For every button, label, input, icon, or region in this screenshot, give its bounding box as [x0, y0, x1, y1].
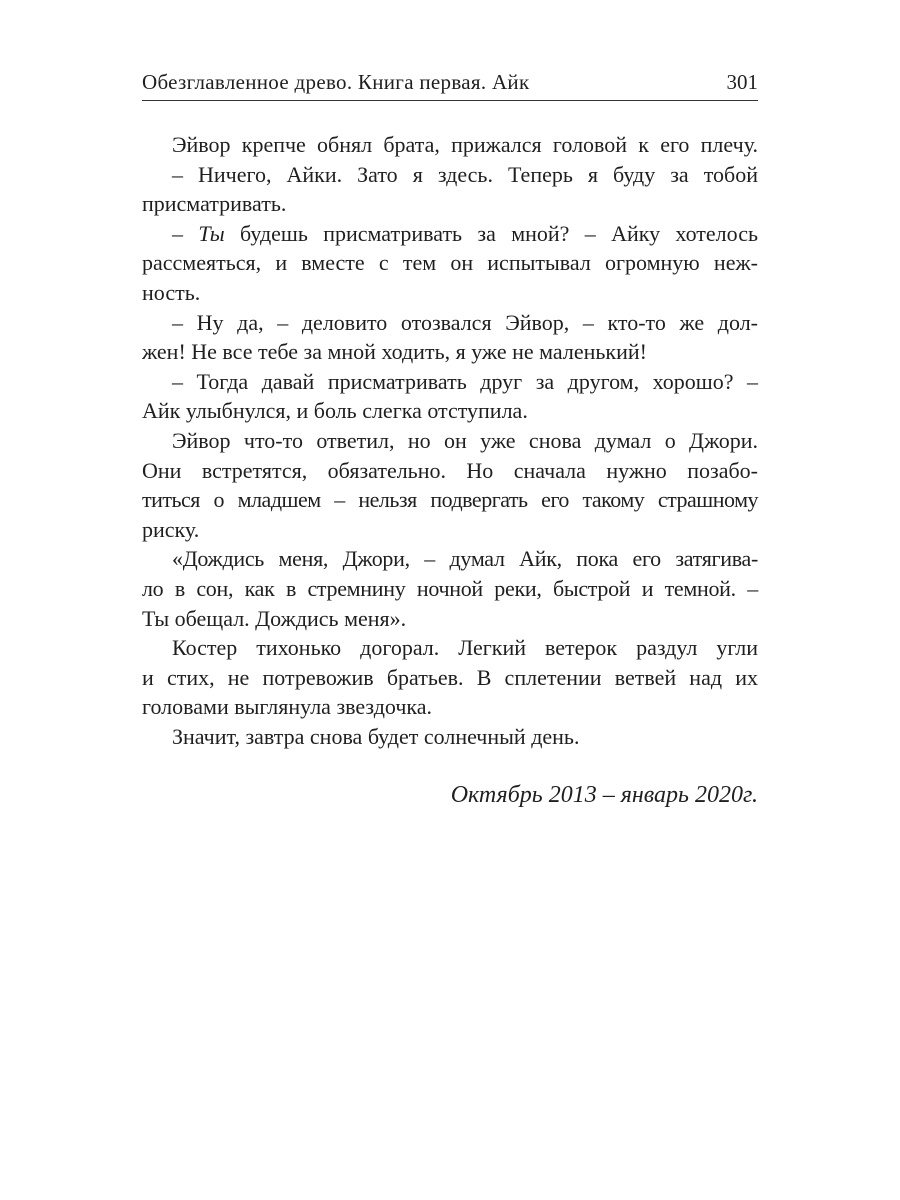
text-line: головами выглянула звездочка.	[142, 694, 433, 720]
text-line: – Ты будешь присматривать за мной? – Айку хотелось	[172, 220, 759, 246]
text-line: Они встретятся, обязательно. Но сначала нужно позабо-	[142, 457, 758, 483]
text-line: Айк улыбнулся, и боль слегка отступила.	[142, 398, 528, 424]
text-line: «Дождись меня, Джори, – думал Айк, пока его затягива-	[172, 546, 758, 572]
date-signature: Октябрь 2013 – январь 2020г.	[450, 782, 758, 808]
text-line: риску.	[142, 516, 200, 542]
text-line: – Тогда давай присматривать друг за другом, хорошо? –	[172, 368, 758, 394]
text-line: Эйвор что-то ответил, но он уже снова думал о Джори.	[172, 427, 758, 453]
text-line: Ты обещал. Дождись меня».	[142, 605, 407, 631]
text-line: Эйвор крепче обнял брата, прижался головой к его плечу.	[172, 132, 758, 157]
text-line: Костер тихонько догорал. Легкий ветерок раздул угли	[172, 635, 758, 661]
text-line: Значит, завтра снова будет солнечный день.	[172, 723, 580, 749]
emphasis: Ты	[198, 220, 225, 246]
text-line: – Ну да, – деловито отозвался Эйвор, – кто-то же дол-	[172, 309, 758, 335]
book-title: Обезглавленное древо. Книга первая. Айк	[142, 70, 530, 94]
text-line: ность.	[142, 279, 201, 305]
text-line: рассмеяться, и вместе с тем он испытывал огромную неж-	[142, 250, 758, 276]
text-line: и стих, не потревожив братьев. В сплетении ветвей над их	[142, 664, 758, 690]
page-number: 301	[726, 70, 758, 94]
running-header	[142, 66, 758, 101]
text-line: титься о младшем – нельзя подвергать его такому страшному	[142, 487, 758, 513]
text-line: – Ничего, Айки. Зато я здесь. Теперь я буду за тобой	[172, 161, 758, 187]
text-line: жен! Не все тебе за мной ходить, я уже не маленький!	[142, 339, 647, 365]
text-line: присматривать.	[142, 191, 287, 217]
body-text	[142, 130, 758, 751]
text-line: ло в сон, как в стремнину ночной реки, быстрой и темной. –	[142, 575, 758, 601]
